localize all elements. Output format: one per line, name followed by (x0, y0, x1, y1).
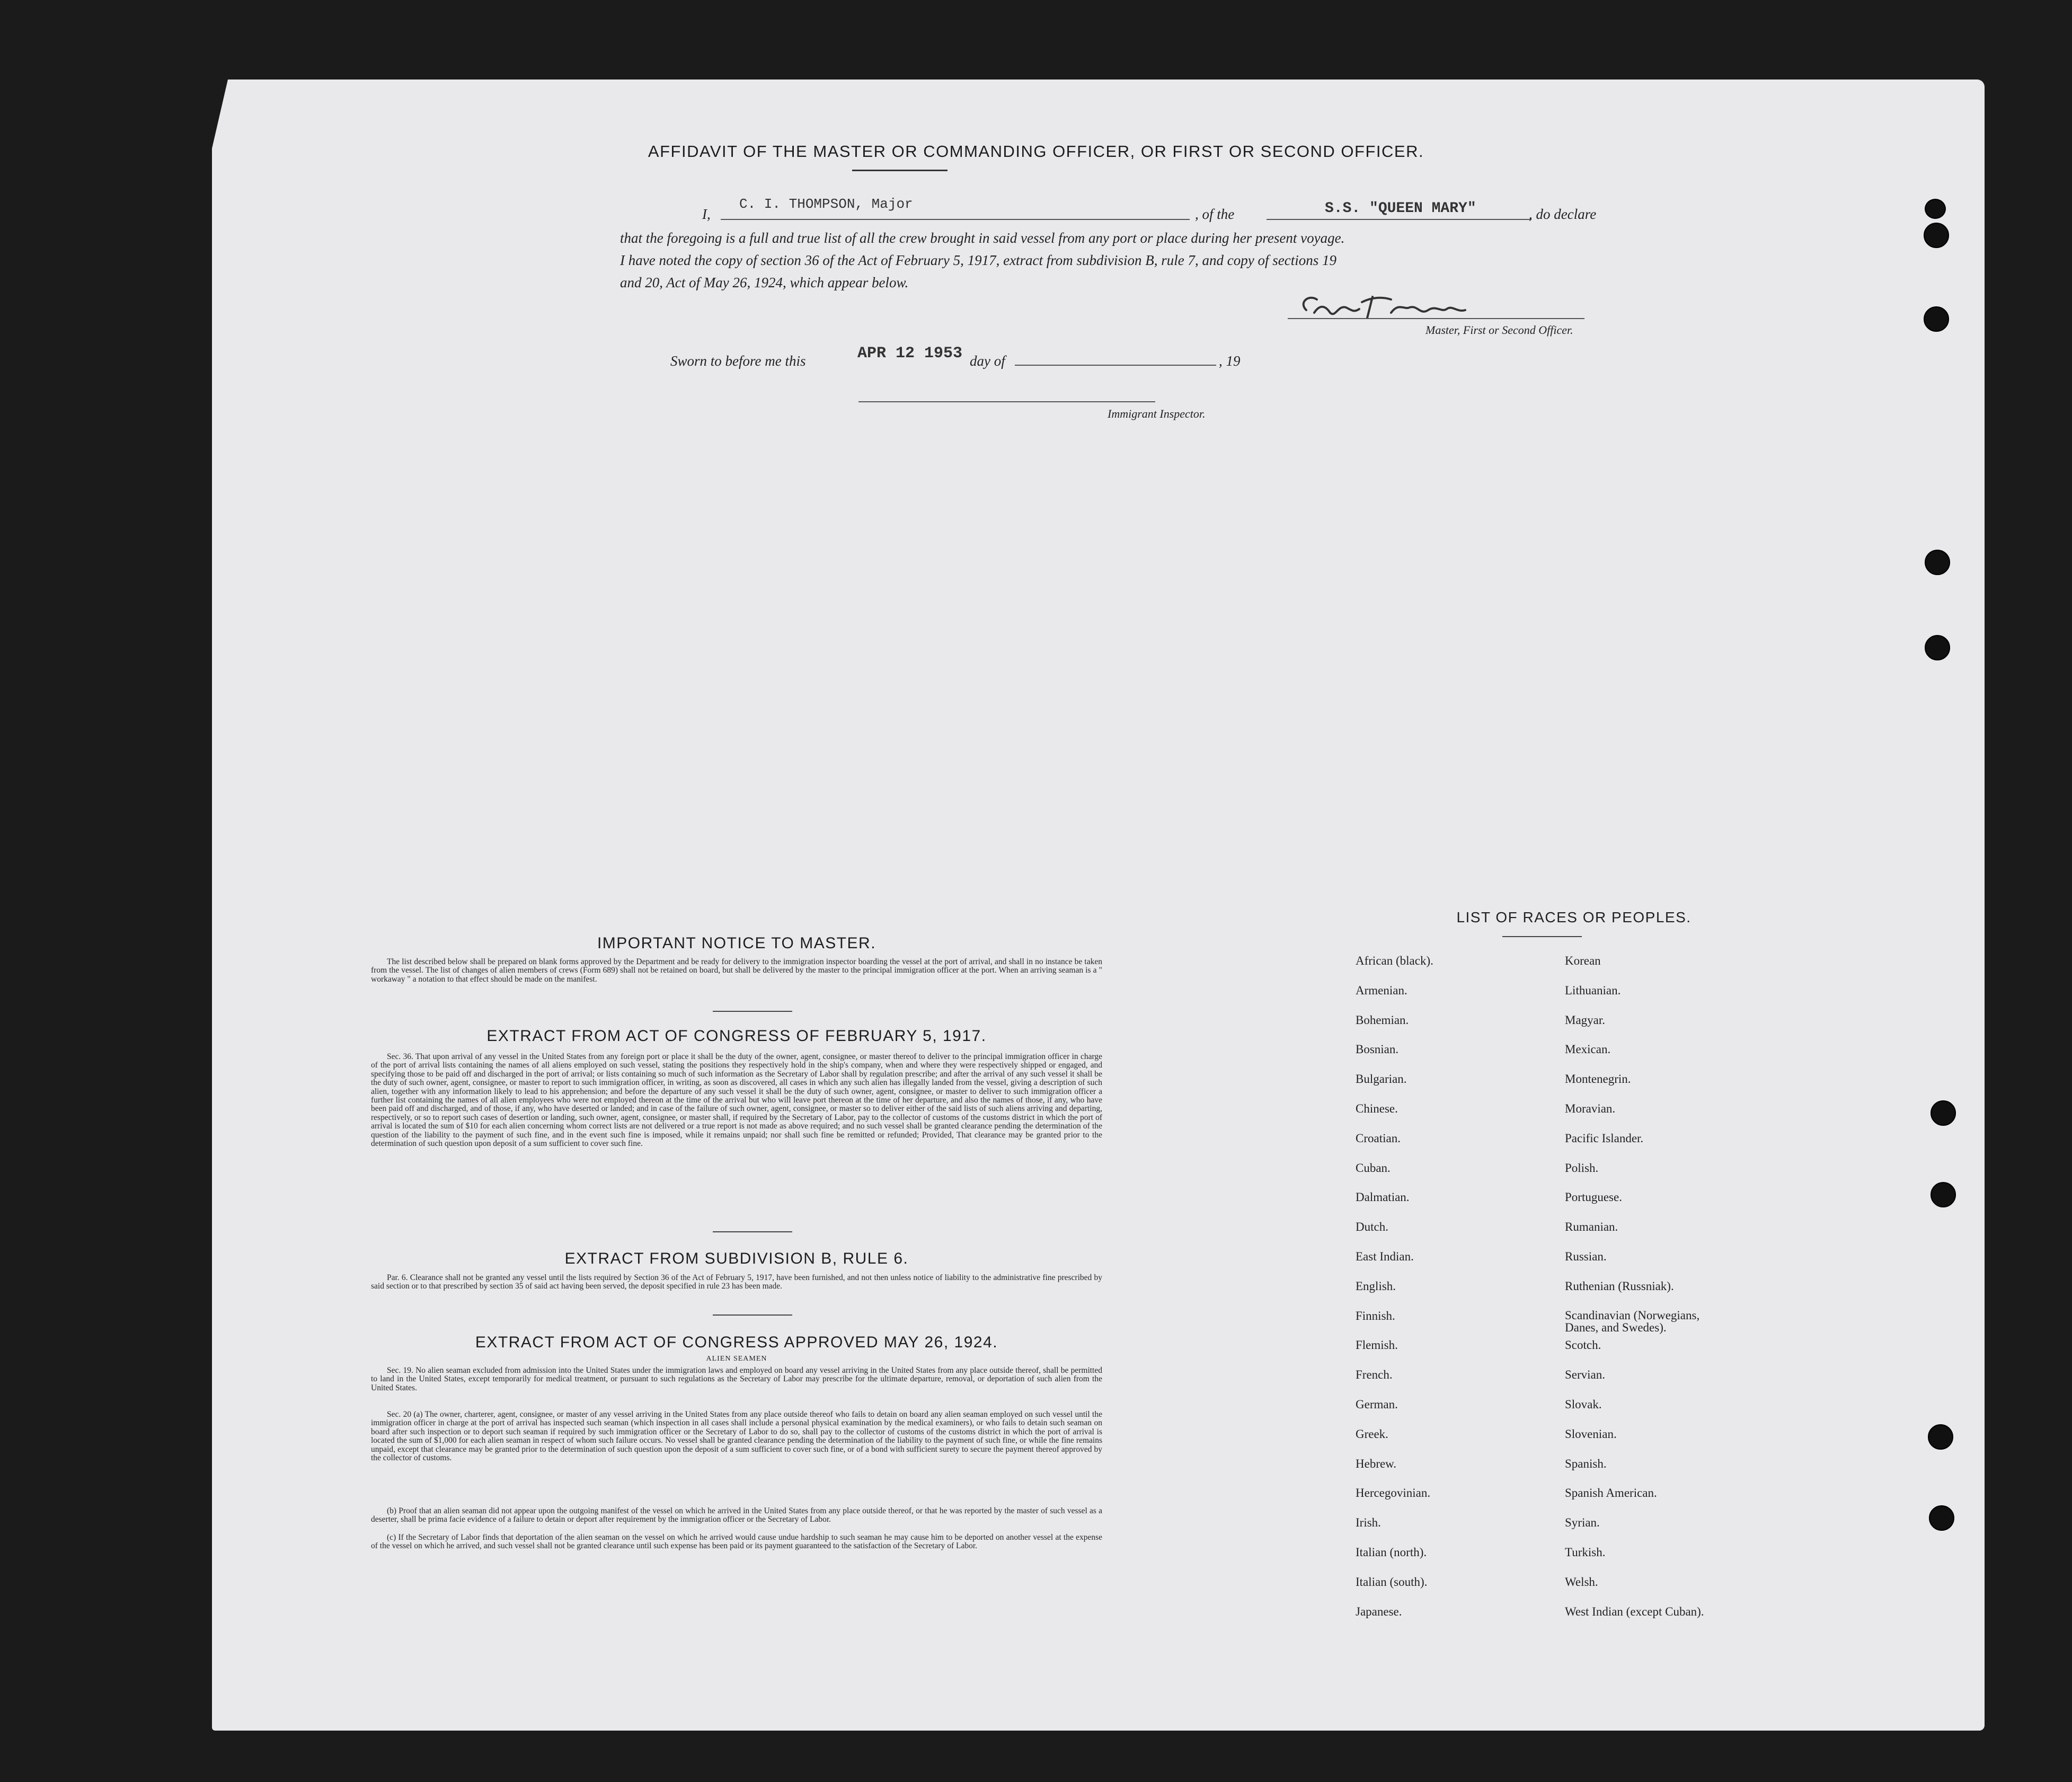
races-heading: LIST OF RACES OR PEOPLES. (1456, 909, 1692, 925)
torn-corner (212, 80, 228, 148)
race-right-item: Scandinavian (Norwegians, Danes, and Swedes). (1565, 1308, 1700, 1334)
race-right-item: Montenegrin. (1565, 1072, 1631, 1086)
race-left-item: Italian (north). (1356, 1546, 1427, 1559)
affidavit-pronoun: I, (702, 206, 711, 222)
race-right-item: Rumanian. (1565, 1220, 1618, 1234)
act-1917-heading: EXTRACT FROM ACT OF CONGRESS OF FEBRUARY 5, 1917. (486, 1027, 987, 1045)
race-right-item: Welsh. (1565, 1575, 1598, 1589)
race-right-item: Ruthenian (Russniak). (1565, 1279, 1674, 1293)
subdivision-b-heading: EXTRACT FROM SUBDIVISION B, RULE 6. (564, 1250, 909, 1267)
race-right-item: Pacific Islander. (1565, 1131, 1644, 1145)
race-left-item: East Indian. (1356, 1250, 1414, 1263)
race-left-item: Flemish. (1356, 1338, 1398, 1352)
race-left-item: Armenian. (1356, 983, 1407, 997)
punch-hole (1931, 1100, 1956, 1126)
section-divider (713, 1315, 792, 1316)
race-left-item: Finnish. (1356, 1309, 1395, 1322)
race-left-item: Dutch. (1356, 1220, 1388, 1234)
race-left-item: Bohemian. (1356, 1013, 1409, 1027)
race-left-item: Greek. (1356, 1427, 1388, 1441)
act-1924-heading: EXTRACT FROM ACT OF CONGRESS APPROVED MAY 26, 1924. (475, 1334, 998, 1351)
officer-signature (1293, 289, 1494, 326)
punch-hole (1925, 550, 1950, 575)
race-right-item: Mexican. (1565, 1043, 1611, 1056)
sec-19-text: Sec. 19. No alien seaman excluded from admission into the United States under the immigration laws and employed on board any vessel arriving in the United States from any place outside thereof, shall be permitted to land in the United States, except temporarily for medical treatment, or pursuant to such regulations as the Secretary of Labor may prescribe for the ultimate departure, removal, or deportation of such alien from the United States. (371, 1366, 1102, 1392)
race-left-item: French. (1356, 1368, 1393, 1382)
inspector-caption: Immigrant Inspector. (1108, 407, 1206, 420)
affidavit-line-1: that the foregoing is a full and true list of all the crew brought in said vessel from any port or place during her present voyage. (620, 230, 1345, 246)
punch-hole (1924, 223, 1949, 248)
alien-seamen-subheading: ALIEN SEAMEN (706, 1355, 767, 1363)
vessel-line (1267, 219, 1531, 220)
race-left-item: English. (1356, 1279, 1396, 1293)
punch-hole (1928, 1424, 1953, 1450)
race-left-item: Hercegovinian. (1356, 1486, 1431, 1500)
punch-hole (1931, 1182, 1956, 1207)
race-right-item: Spanish. (1565, 1457, 1607, 1470)
punch-hole (1925, 635, 1950, 660)
inspector-signature-line (858, 401, 1155, 402)
race-right-item: Spanish American. (1565, 1486, 1657, 1500)
sec-20b-text: (b) Proof that an alien seaman did not appear upon the outgoing manifest of the vessel on which he arrived in the United States from any place outside thereof, or that he was reported by the master of such vessel as a deserter, shall be prima facie evidence of a failure to detain or deport after requirement by the immigration officer or the Secretary of Labor. (371, 1506, 1102, 1524)
title-underline (852, 170, 948, 171)
race-right-item: Magyar. (1565, 1013, 1606, 1027)
signature-line (1288, 318, 1584, 319)
race-right-item: Servian. (1565, 1368, 1606, 1382)
act-1917-body: Sec. 36. That upon arrival of any vessel in the United States from any foreign port or place it shall be the duty of the owner, agent, consignee, or master thereof to deliver to the principal immigration officer in charge of the port of arrival lists containing the names of all aliens employed on such vessel, stating the positions they respectively hold in the ship's company, when and where they were respectively shipped or engaged, and specifying those to be paid off and discharged in the port of arrival; or lists containing so much of such information as the Secretary of Labor shall by regulation prescribe; and after the arrival of any such vessel it shall be the duty of such owner, agent, consignee, or master to report to such immigration officer, in writing, as soon as discovered, all cases in which any such alien has illegally landed from the vessel, giving a description of such alien, together with any information likely to lead to his apprehension; and before the departure of any such vessel it shall be the duty of such owner, agent, consignee, or master to deliver to such immigration officer a further list containing the names of all alien employees who were not employed thereon at the time of the arrival but who will leave port thereon at the time of her departure, and also the names of those, if any, who have been paid off and discharged, and of those, if any, who have deserted or landed; and in case of the failure of such owner, agent, consignee, or master so to deliver either of the said lists of such aliens arriving and departing, respectively, or so to report such cases of desertion or landing, such owner, agent, consignee, or master shall, if required by the Secretary of Labor, pay to the collector of customs of the customs district in which the port of arrival is located the sum of $10 for each alien concerning whom correct lists are not delivered or a true report is not made as above required; and no such vessel shall be granted clearance pending the determination of the question of the liability to the payment of such fine, and in the event such fine is imposed, while it remains unpaid; nor shall such fine be remitted or refunded; Provided, That clearance may be granted prior to the determination of such question upon deposit of a sum sufficient to cover such fine. (371, 1052, 1102, 1149)
of-the-label: , of the (1195, 206, 1235, 222)
race-left-item: Cuban. (1356, 1161, 1391, 1175)
affidavit-line-2: I have noted the copy of section 36 of the Act of February 5, 1917, extract from subdivision B, rule 7, and copy of sections 19 (620, 252, 1336, 268)
do-declare-label: , do declare (1529, 206, 1597, 222)
race-right-item: Scotch. (1565, 1338, 1601, 1352)
affidavit-title: AFFIDAVIT OF THE MASTER OR COMMANDING OFFICER, OR FIRST OR SECOND OFFICER. (648, 142, 1424, 161)
race-left-item: Japanese. (1356, 1604, 1402, 1618)
race-right-item: Moravian. (1565, 1102, 1616, 1115)
race-left-item: Dalmatian. (1356, 1190, 1410, 1204)
race-right-item: Syrian. (1565, 1516, 1600, 1530)
race-left-item: Chinese. (1356, 1102, 1398, 1115)
punch-hole (1924, 306, 1949, 332)
sworn-label: Sworn to before me this (670, 353, 806, 369)
race-left-item: African (black). (1356, 954, 1433, 967)
race-left-item: Croatian. (1356, 1131, 1401, 1145)
race-left-item: Italian (south). (1356, 1575, 1428, 1589)
race-right-item: Russian. (1565, 1250, 1607, 1263)
notice-heading: IMPORTANT NOTICE TO MASTER. (597, 934, 876, 952)
race-right-item: West Indian (except Cuban). (1565, 1604, 1704, 1618)
race-left-item: Bosnian. (1356, 1043, 1399, 1056)
day-of-label: day of (970, 353, 1005, 369)
year-label: , 19 (1219, 353, 1241, 369)
document-page (212, 80, 1985, 1731)
race-right-item: Lithuanian. (1565, 983, 1621, 997)
race-left-item: Irish. (1356, 1516, 1381, 1530)
subdivision-b-body: Par. 6. Clearance shall not be granted any vessel until the lists required by Section 36 of the Act of February 5, 1917, have been furnished, and not then unless notice of liability to the administrative fine prescribed by said section or to that prescribed by section 35 of said act having been served, the deposit specified in rule 23 has been made. (371, 1273, 1102, 1291)
race-right-item: Portuguese. (1565, 1190, 1622, 1204)
date-stamp: APR 12 1953 (857, 345, 963, 363)
section-divider (713, 1231, 792, 1232)
race-right-item: Polish. (1565, 1161, 1599, 1175)
affidavit-line-3: and 20, Act of May 26, 1924, which appear below. (620, 275, 909, 290)
signature-caption: Master, First or Second Officer. (1425, 323, 1573, 337)
race-right-item: Slovak. (1565, 1398, 1602, 1411)
month-line (1015, 365, 1216, 366)
punch-hole (1925, 199, 1946, 219)
vessel-name: S.S. "QUEEN MARY" (1325, 200, 1476, 217)
notice-body: The list described below shall be prepared on blank forms approved by the Department and be ready for delivery to the immigration inspector boarding the vessel at the port of arrival, and shall in no instance be taken from the vessel. The list of changes of alien members of crews (Form 689) shall not be retained on board, but shall be delivered by the master to the principal immigration officer at the port. When an arriving seaman is a " workaway " a notation to that effect should be made on the manifest. (371, 957, 1102, 984)
race-right-item: Turkish. (1565, 1546, 1606, 1559)
race-right-item: Slovenian. (1565, 1427, 1617, 1441)
punch-hole (1929, 1505, 1954, 1531)
officer-name: C. I. THOMPSON, Major (739, 196, 913, 212)
sec-20a-text: Sec. 20 (a) The owner, charterer, agent, consignee, or master of any vessel arriving in the United States from any place outside thereof who fails to detain on board any alien seaman employed on such vessel until the immigration officer in charge at the port of arrival has inspected such seaman (which inspection in all cases shall include a personal physical examination by the medical examiners), or who fails to detain such seaman on board after such inspection or to deport such seaman if required by such immigration officer or the Secretary of Labor to do so, shall pay to the collector of customs of the customs district in which the port of arrival is located the sum of $1,000 for each alien seaman in respect of whom such failure occurs. No vessel shall be granted clearance pending the determination of the liability to the payment of such fine, or while the fine remains unpaid, except that clearance may be granted prior to the determination of such question upon the deposit of a sum sufficient to cover such fine, or of a bond with sufficient surety to secure the payment thereof approved by the collector of customs. (371, 1410, 1102, 1463)
races-heading-underline (1502, 936, 1582, 937)
race-left-item: Hebrew. (1356, 1457, 1397, 1470)
race-left-item: German. (1356, 1398, 1398, 1411)
race-left-item: Bulgarian. (1356, 1072, 1407, 1086)
sec-20c-text: (c) If the Secretary of Labor finds that deportation of the alien seaman on the vessel on which he arrived would cause undue hardship to such seaman he may cause him to be deported on another vessel at the expense of the vessel on which he arrived, and such vessel shall not be granted clearance until such expense has been paid or its payment guaranteed to the satisfaction of the Secretary of Labor. (371, 1533, 1102, 1551)
name-line (721, 219, 1190, 220)
race-right-item: Korean (1565, 954, 1601, 967)
section-divider (713, 1011, 792, 1012)
